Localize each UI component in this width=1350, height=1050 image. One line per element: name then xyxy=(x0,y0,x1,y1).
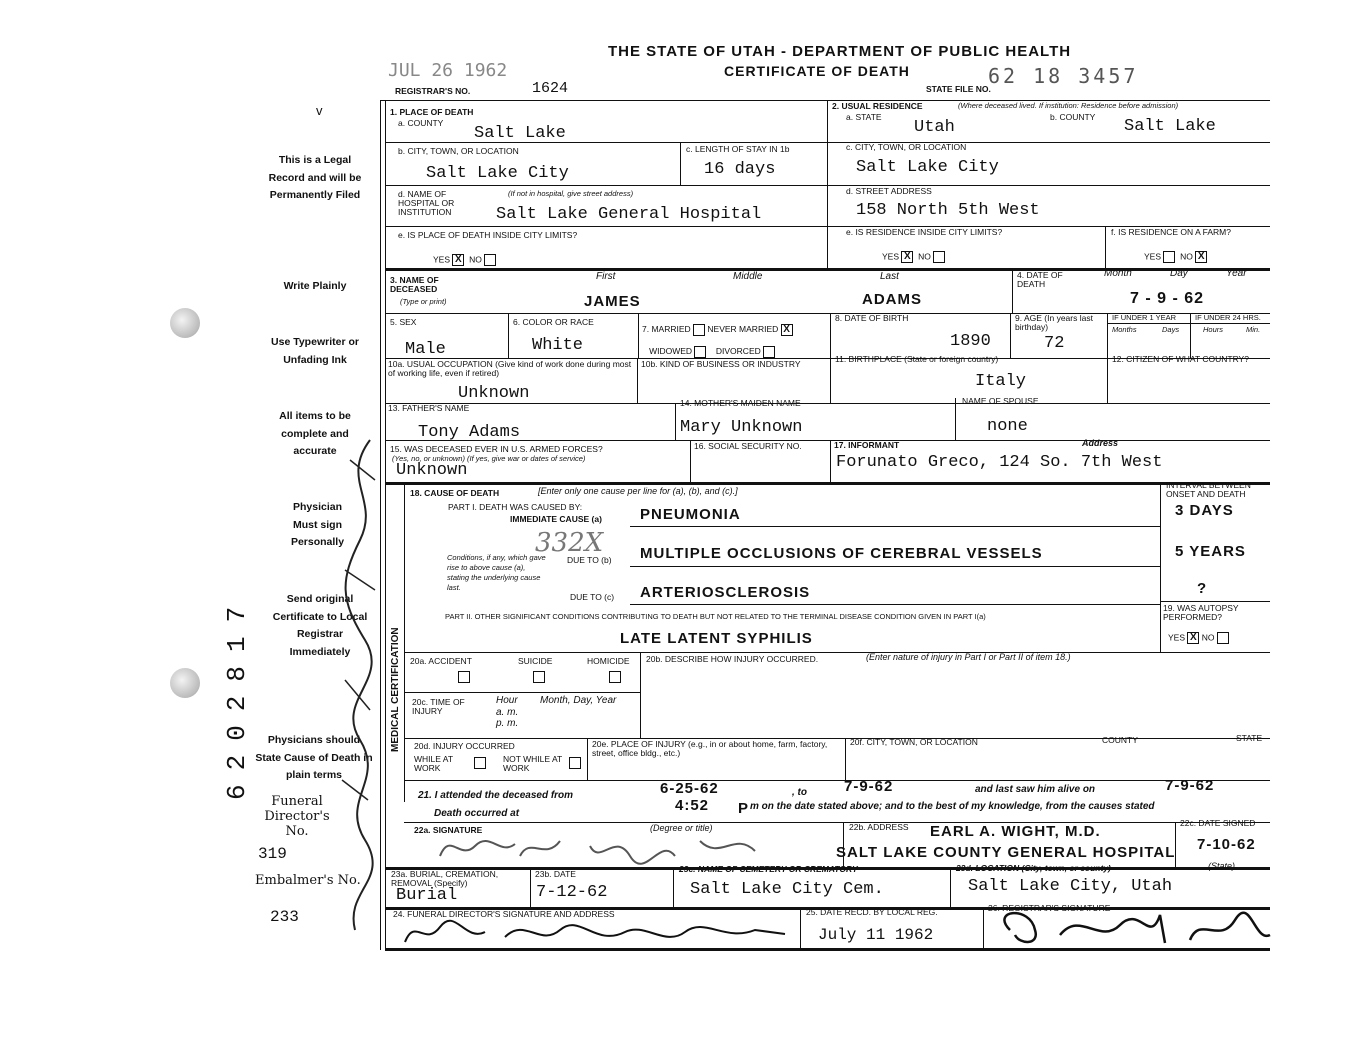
citizen-label: 12. CITIZEN OF WHAT COUNTRY? xyxy=(1112,354,1249,364)
divorced-label: DIVORCED xyxy=(715,346,761,356)
accident-label: 20a. ACCIDENT xyxy=(410,656,472,666)
sex-label: 5. SEX xyxy=(390,317,417,327)
widowed-label: WIDOWED xyxy=(649,346,693,356)
cemetery-value: Salt Lake City Cem. xyxy=(690,880,884,899)
res-street-value: 158 North 5th West xyxy=(856,201,1040,220)
occupation-value: Unknown xyxy=(458,384,530,403)
farm-no-checkbox[interactable]: X xyxy=(1195,251,1207,263)
funeral-director-sig-label: 24. FUNERAL DIRECTOR'S SIGNATURE AND ADDRESS xyxy=(393,909,615,919)
burial-state-label: (State) xyxy=(1208,861,1236,871)
under-1-year-label: IF UNDER 1 YEAR xyxy=(1112,313,1177,322)
hours-label: Hours xyxy=(1203,325,1224,334)
write-plainly-note: Write Plainly xyxy=(283,280,347,292)
last-saw-label: and last saw him alive on xyxy=(975,784,1096,795)
armed-forces-label: 15. WAS DECEASED EVER IN U.S. ARMED FORCES? xyxy=(390,444,603,454)
no-label: NO xyxy=(469,254,482,265)
date-signed: 7-10-62 xyxy=(1197,836,1256,853)
deceased-last: ADAMS xyxy=(862,291,922,308)
stay-label: c. LENGTH OF STAY IN 1b xyxy=(686,144,790,154)
injury-county-label: COUNTY xyxy=(1102,735,1138,745)
punch-hole-bottom xyxy=(170,668,200,698)
part2-value: LATE LATENT SYPHILIS xyxy=(620,630,813,647)
complete-note: All items to be complete and accurate xyxy=(279,410,351,457)
armed-forces-note: (Yes, no, or unknown) (If yes, give war or dates of service) xyxy=(392,454,586,463)
age-label: 9. AGE (In years last birthday) xyxy=(1015,313,1093,332)
mother-label: 14. MOTHER'S MAIDEN NAME xyxy=(680,398,801,408)
hour-label: Hour xyxy=(496,695,518,706)
interval-b: 5 YEARS xyxy=(1175,543,1246,560)
part1-label: PART I. DEATH WAS CAUSED BY: xyxy=(448,502,583,512)
divorced-checkbox[interactable] xyxy=(763,346,775,358)
res-yes-checkbox[interactable]: X xyxy=(901,251,913,263)
last-saw: 7-9-62 xyxy=(1165,777,1215,794)
handwritten-code: 332X xyxy=(535,528,604,558)
vertical-margin-signature xyxy=(330,420,390,940)
homicide-checkbox[interactable] xyxy=(609,671,621,683)
date-received: July 11 1962 xyxy=(818,926,934,944)
farm-checks[interactable] xyxy=(1144,251,1207,263)
day-label: Day xyxy=(1170,268,1188,279)
hospital-note: (If not in hospital, give street address) xyxy=(508,189,634,198)
never-married-checkbox[interactable]: X xyxy=(781,324,793,336)
month-label: Month xyxy=(1104,268,1132,279)
first-label: First xyxy=(596,271,616,282)
attended-label: 21. I attended the deceased from xyxy=(418,790,574,801)
medical-certification-label: MEDICAL CERTIFICATION xyxy=(390,627,401,752)
conditions-label: Conditions, if any, which gave rise to above cause (a), stating the underlying cause last. xyxy=(447,553,546,592)
date-of-death-label: 4. DATE OF DEATH xyxy=(1017,270,1063,289)
attended-to: 7-9-62 xyxy=(844,778,894,795)
armed-forces-value: Unknown xyxy=(396,461,468,480)
accident-checkbox[interactable] xyxy=(458,671,470,683)
ssn-label: 16. SOCIAL SECURITY NO. xyxy=(694,441,802,451)
autopsy-checks[interactable] xyxy=(1168,632,1229,644)
married-checkbox[interactable] xyxy=(693,324,705,336)
injury-how-label: 20b. DESCRIBE HOW INJURY OCCURRED. xyxy=(646,654,819,664)
city-limits-label: e. IS PLACE OF DEATH INSIDE CITY LIMITS? xyxy=(398,230,578,240)
pm-label: p. m. xyxy=(496,718,519,729)
min-label: Min. xyxy=(1246,325,1261,334)
stated-label: m on the date stated above; and to the best of my knowledge, from the causes stated xyxy=(750,801,1155,812)
farm-label: f. IS RESIDENCE ON A FARM? xyxy=(1111,227,1231,237)
deceased-first: JAMES xyxy=(584,293,641,310)
occupation-label: 10a. USUAL OCCUPATION (Give kind of work done during most of working life, even if retired) xyxy=(388,359,632,378)
res-city-label: c. CITY, TOWN, OR LOCATION xyxy=(846,142,967,152)
plain-terms-note: Physicians should State Cause of Death in plain terms xyxy=(255,734,373,781)
under-24-label: IF UNDER 24 HRS. xyxy=(1195,313,1261,322)
birthplace-value: Italy xyxy=(975,372,1027,391)
burial-location-label: 23d. LOCATION (City, town, or county) xyxy=(956,863,1111,873)
time-of-injury-label: 20c. TIME OF INJURY xyxy=(412,697,465,716)
signature-label: 22a. SIGNATURE xyxy=(414,825,483,835)
stay-value: 16 days xyxy=(704,160,776,179)
burial-label: 23a. BURIAL, CREMATION, REMOVAL (Specify) xyxy=(391,869,499,888)
autopsy-label: 19. WAS AUTOPSY PERFORMED? xyxy=(1163,603,1239,622)
city-of-injury-label: 20f. CITY, TOWN, OR LOCATION xyxy=(850,737,978,747)
time-of-death: 4:52 xyxy=(675,797,710,814)
res-limits-checks[interactable] xyxy=(882,251,945,263)
autopsy-no-label: NO xyxy=(1201,632,1215,643)
farm-no-label: NO xyxy=(1180,251,1193,262)
residence-note: (Where deceased lived. If institution: Residence before admission) xyxy=(958,101,1179,110)
spouse-value: none xyxy=(987,417,1028,436)
cause-of-death-label: 18. CAUSE OF DEATH xyxy=(410,488,500,498)
city-value: Salt Lake City xyxy=(426,164,569,183)
state-file-label: STATE FILE NO. xyxy=(926,84,991,94)
father-value: Tony Adams xyxy=(418,423,521,442)
months-label: Months xyxy=(1112,325,1137,334)
punch-hole-top xyxy=(170,308,200,338)
res-county-label: b. COUNTY xyxy=(1050,112,1096,122)
burial-location: Salt Lake City, Utah xyxy=(968,877,1173,896)
physician-hospital: SALT LAKE COUNTY GENERAL HOSPITAL xyxy=(836,844,1176,861)
embalmer-no: 233 xyxy=(270,908,299,926)
registrar-no: 1624 xyxy=(532,80,569,97)
days-label: Days xyxy=(1162,325,1180,334)
vertical-file-number: 6202817 xyxy=(222,592,252,800)
county-label: a. COUNTY xyxy=(398,118,444,128)
immediate-cause-label: IMMEDIATE CAUSE (a) xyxy=(510,514,602,524)
address22-label: 22b. ADDRESS xyxy=(849,822,909,832)
injury-occurred-label: 20d. INJURY OCCURRED xyxy=(414,741,515,751)
autopsy-no-checkbox[interactable] xyxy=(1217,632,1229,644)
received-stamp: JUL 26 1962 xyxy=(388,60,508,81)
registrar-no-label: REGISTRAR'S NO. xyxy=(395,86,471,96)
cause-b: MULTIPLE OCCLUSIONS OF CEREBRAL VESSELS xyxy=(640,545,1043,562)
farm-yes-checkbox[interactable] xyxy=(1163,251,1175,263)
never-married-label: NEVER MARRIED xyxy=(707,324,779,334)
sex-value: Male xyxy=(405,340,446,359)
degree-label: (Degree or title) xyxy=(650,823,713,833)
embalmer-label: Embalmer's No. xyxy=(255,873,361,888)
birth-label: 8. DATE OF BIRTH xyxy=(835,313,909,323)
homicide-label: HOMICIDE xyxy=(587,656,630,666)
state-file-no: 62 18 3457 xyxy=(988,64,1139,88)
certificate-title: CERTIFICATE OF DEATH xyxy=(724,63,910,79)
yes-label: YES xyxy=(433,254,451,265)
to-label: , to xyxy=(792,787,807,798)
injury-how-note: (Enter nature of injury in Part I or Part II of item 18.) xyxy=(866,652,1071,662)
at-work-checkbox[interactable] xyxy=(474,757,486,769)
deceased-name-label: 3. NAME OF DECEASED xyxy=(390,275,439,294)
res-state-value: Utah xyxy=(914,118,955,137)
city-limits-checks[interactable] xyxy=(433,254,496,266)
year-label: Year xyxy=(1226,268,1247,279)
place-of-death-label: 1. PLACE OF DEATH xyxy=(390,107,474,117)
residence-label: 2. USUAL RESIDENCE xyxy=(832,101,923,111)
registrar-sig-label: 26. REGISTRAR'S SIGNATURE xyxy=(988,903,1111,913)
typewriter-note: Use Typewriter or Unfading Ink xyxy=(271,336,359,366)
state-title: THE STATE OF UTAH - DEPARTMENT OF PUBLIC HEALTH xyxy=(608,43,1072,60)
res-yes-label: YES xyxy=(882,251,900,262)
married-label: 7. MARRIED xyxy=(642,324,691,334)
race-value: White xyxy=(532,336,584,355)
last-label: Last xyxy=(880,271,899,282)
am-label: a. m. xyxy=(496,707,519,718)
autopsy-yes-checkbox[interactable]: X xyxy=(1187,632,1199,644)
sidebar-check: v xyxy=(316,103,323,118)
interval-c: ? xyxy=(1197,580,1208,597)
hospital-label: d. NAME OF HOSPITAL OR INSTITUTION xyxy=(398,189,455,217)
funeral-director-signature xyxy=(393,909,795,952)
send-original-note: Send original Certificate to Local Registrar Immediately xyxy=(272,593,368,658)
spouse-label: NAME OF SPOUSE xyxy=(962,396,1039,406)
county-value: Salt Lake xyxy=(474,124,566,143)
res-city-value: Salt Lake City xyxy=(856,158,999,177)
due-to-c-label: DUE TO (c) xyxy=(570,592,615,602)
date-signed-label: 22c. DATE SIGNED xyxy=(1180,818,1256,828)
legal-record-note: This is a Legal Record and will be Permanently Filed xyxy=(268,154,362,201)
part2-label: PART II. OTHER SIGNIFICANT CONDITIONS CONTRIBUTING TO DEATH BUT NOT RELATED TO THE TERMINAL DISEASE CONDITION GIVEN IN PART I(a) xyxy=(445,612,986,621)
physician-sign-note: Physician Must sign Personally xyxy=(290,501,345,548)
res-county-value: Salt Lake xyxy=(1124,117,1216,136)
cause-c: ARTERIOSCLEROSIS xyxy=(640,584,811,601)
birthplace-label: 11. BIRTHPLACE (State or foreign country) xyxy=(835,354,999,364)
cemetery-label: 23c. NAME OF CEMETERY OR CREMATORY xyxy=(679,864,858,874)
pm-mark: P xyxy=(738,800,750,817)
date-of-death: 7 - 9 - 62 xyxy=(1130,290,1205,307)
death-occurred-label: Death occurred at xyxy=(434,808,520,819)
business-label: 10b. KIND OF BUSINESS OR INDUSTRY xyxy=(641,359,801,369)
suicide-label: SUICIDE xyxy=(518,656,553,666)
injury-state-label: STATE xyxy=(1236,733,1263,743)
deceased-name-note: (Type or print) xyxy=(400,297,447,306)
farm-yes-label: YES xyxy=(1144,251,1162,262)
race-label: 6. COLOR OR RACE xyxy=(513,317,594,327)
marital-checks[interactable] xyxy=(642,318,793,362)
res-state-label: a. STATE xyxy=(846,112,882,122)
yes-checkbox[interactable]: X xyxy=(452,254,464,266)
res-no-checkbox[interactable] xyxy=(933,251,945,263)
funeral-director-no: 319 xyxy=(258,845,287,863)
res-street-label: d. STREET ADDRESS xyxy=(846,186,932,196)
mdy-label: Month, Day, Year xyxy=(540,695,617,706)
informant-address-label: Address xyxy=(1082,438,1119,448)
informant-label: 17. INFORMANT xyxy=(834,440,900,450)
autopsy-yes-label: YES xyxy=(1168,632,1186,643)
age-value: 72 xyxy=(1044,334,1065,353)
date-received-label: 25. DATE RECD. BY LOCAL REG. xyxy=(806,907,938,917)
at-work-label: WHILE AT WORK xyxy=(414,754,453,773)
place-of-injury-label: 20e. PLACE OF INJURY (e.g., in or about home, farm, factory, street, office bldg., etc.) xyxy=(592,739,828,758)
physician-name: EARL A. WIGHT, M.D. xyxy=(930,823,1101,840)
city-label: b. CITY, TOWN, OR LOCATION xyxy=(398,146,519,156)
not-work-label: NOT WHILE AT WORK xyxy=(503,754,563,773)
no-checkbox[interactable] xyxy=(484,254,496,266)
father-label: 13. FATHER'S NAME xyxy=(388,403,470,413)
burial-date: 7-12-62 xyxy=(536,883,608,902)
burial-date-label: 23b. DATE xyxy=(535,869,576,879)
cause-of-death-note: [Enter only one cause per line for (a), (b), and (c).] xyxy=(538,486,738,496)
interval-a: 3 DAYS xyxy=(1175,502,1234,519)
middle-label: Middle xyxy=(733,271,763,282)
due-to-b-label: DUE TO (b) xyxy=(567,555,612,565)
informant-value: Forunato Greco, 124 So. 7th West xyxy=(836,453,1163,472)
hospital-value: Salt Lake General Hospital xyxy=(496,205,762,224)
attended-from: 6-25-62 xyxy=(660,780,719,797)
widowed-checkbox[interactable] xyxy=(694,346,706,358)
registrar-signature xyxy=(990,905,1272,950)
res-limits-label: e. IS RESIDENCE INSIDE CITY LIMITS? xyxy=(846,227,1003,237)
not-work-checkbox[interactable] xyxy=(569,757,581,769)
birth-value: 1890 xyxy=(950,332,991,351)
res-no-label: NO xyxy=(918,251,931,262)
interval-label: INTERVAL BETWEEN ONSET AND DEATH xyxy=(1166,480,1251,499)
suicide-checkbox[interactable] xyxy=(533,671,545,683)
cause-a: PNEUMONIA xyxy=(640,506,741,523)
funeral-director-label: Funeral Director's No. xyxy=(264,794,330,839)
burial-value: Burial xyxy=(396,886,458,905)
mother-value: Mary Unknown xyxy=(680,418,803,437)
